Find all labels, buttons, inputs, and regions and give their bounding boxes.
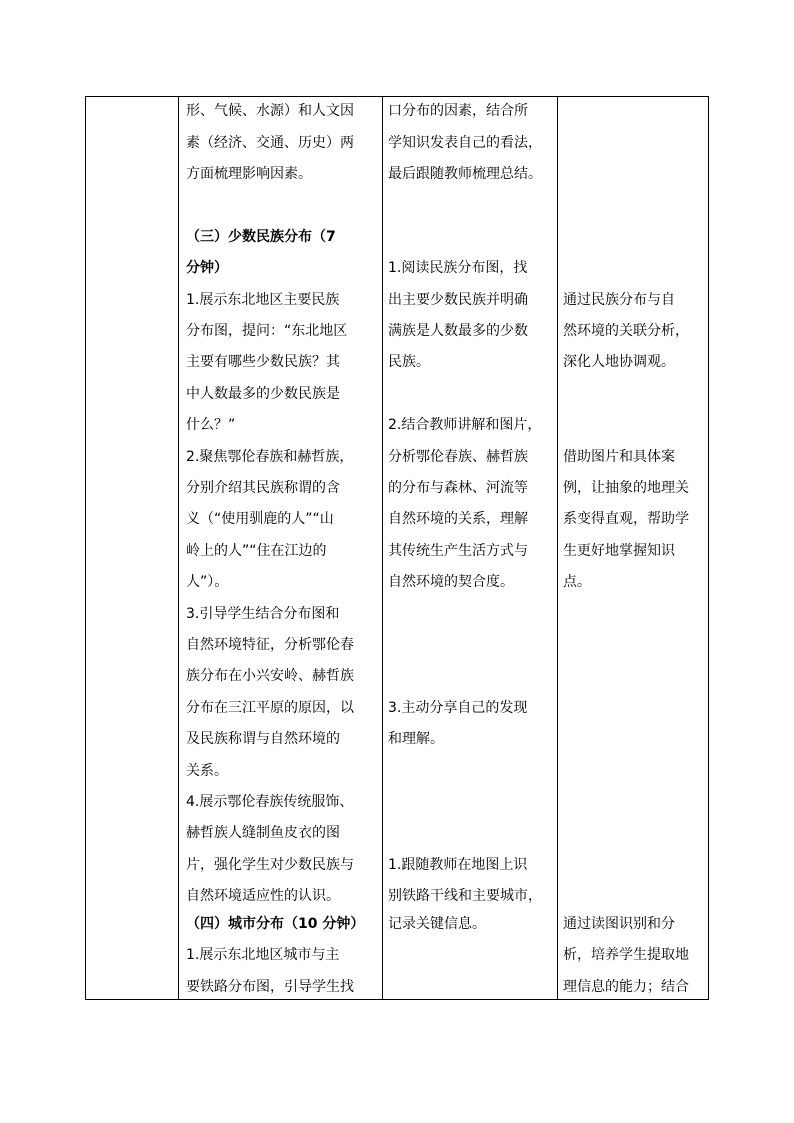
text-line: 形、气候、水源）和人文因 xyxy=(186,103,354,119)
text-line: 分布图，提问：“东北地区 xyxy=(186,323,348,339)
text-line: 族分布在小兴安岭、赫哲族 xyxy=(186,668,354,684)
text-line: 通过民族分布与自 xyxy=(563,292,675,308)
text-line: 素（经济、交通、历史）两 xyxy=(186,135,354,151)
text-line: 借助图片和具体案 xyxy=(563,449,675,465)
text-line: 要铁路分布图，引导学生找 xyxy=(186,979,354,995)
text-line: 其传统生产生活方式与 xyxy=(388,543,528,559)
column-divider-2 xyxy=(382,97,383,999)
text-line: 中人数最多的少数民族是 xyxy=(186,386,340,402)
column-divider-1 xyxy=(178,97,179,999)
text-line: 关系。 xyxy=(186,763,228,779)
text-line: 自然环境的关系，理解 xyxy=(388,511,528,527)
text-line: 岭上的人”“住在江边的 xyxy=(186,543,327,559)
text-line: 深化人地协调观。 xyxy=(563,354,675,370)
column-divider-3 xyxy=(557,97,558,999)
text-line: 满族是人数最多的少数 xyxy=(388,323,528,339)
text-line: 记录关键信息。 xyxy=(388,916,486,932)
text-line: 生更好地掌握知识 xyxy=(563,543,675,559)
text-line: 然环境的关联分析， xyxy=(563,323,689,339)
text-line: 自然环境的契合度。 xyxy=(388,574,514,590)
text-line: 分析鄂伦春族、赫哲族 xyxy=(388,449,528,465)
text-line: 自然环境适应性的认识。 xyxy=(186,888,340,904)
text-line: 自然环境特征，分析鄂伦春 xyxy=(186,637,354,653)
text-line: 片，强化学生对少数民族与 xyxy=(186,857,354,873)
text-line: 主要有哪些少数民族？其 xyxy=(186,354,340,370)
text-line: 系变得直观，帮助学 xyxy=(563,511,689,527)
section-heading: （四）城市分布（10 分钟） xyxy=(186,916,365,932)
text-line: 点。 xyxy=(563,574,591,590)
text-line: 4.展示鄂伦春族传统服饰、 xyxy=(186,794,354,810)
text-line: 1.阅读民族分布图，找 xyxy=(388,260,528,276)
text-line: 学知识发表自己的看法， xyxy=(388,135,542,151)
text-line: 3.引导学生结合分布图和 xyxy=(186,606,340,622)
text-line: 1.展示东北地区城市与主 xyxy=(186,947,340,963)
text-line: 人”）。 xyxy=(186,574,229,590)
text-line: 3.主动分享自己的发现 xyxy=(388,700,528,716)
text-line: 什么？” xyxy=(186,417,236,433)
text-line: 通过读图识别和分 xyxy=(563,916,675,932)
text-line: 2.结合教师讲解和图片， xyxy=(388,417,542,433)
section-heading: 分钟） xyxy=(186,260,228,276)
text-line: 的分布与森林、河流等 xyxy=(388,480,528,496)
text-line: 析，培养学生提取地 xyxy=(563,947,689,963)
text-line: 例，让抽象的地理关 xyxy=(563,480,689,496)
text-line: 口分布的因素，结合所 xyxy=(388,103,528,119)
text-line: 分别介绍其民族称谓的含 xyxy=(186,480,340,496)
text-line: 及民族称谓与自然环境的 xyxy=(186,731,340,747)
text-line: 和理解。 xyxy=(388,731,444,747)
text-line: 民族。 xyxy=(388,354,430,370)
section-heading: （三）少数民族分布（7 xyxy=(186,229,336,245)
lesson-plan-table xyxy=(85,96,709,1000)
text-line: 1.展示东北地区主要民族 xyxy=(186,292,340,308)
text-line: 分布在三江平原的原因，以 xyxy=(186,700,354,716)
text-line: 理信息的能力；结合 xyxy=(563,979,689,995)
text-line: 2.聚焦鄂伦春族和赫哲族， xyxy=(186,449,354,465)
text-line: 出主要少数民族并明确 xyxy=(388,292,528,308)
text-line: 赫哲族人缝制鱼皮衣的图 xyxy=(186,825,340,841)
text-line: 1.跟随教师在地图上识 xyxy=(388,857,528,873)
text-line: 最后跟随教师梳理总结。 xyxy=(388,166,542,182)
text-line: 别铁路干线和主要城市， xyxy=(388,888,542,904)
text-line: 方面梳理影响因素。 xyxy=(186,166,312,182)
text-line: 义（“使用驯鹿的人”“山 xyxy=(186,511,334,527)
